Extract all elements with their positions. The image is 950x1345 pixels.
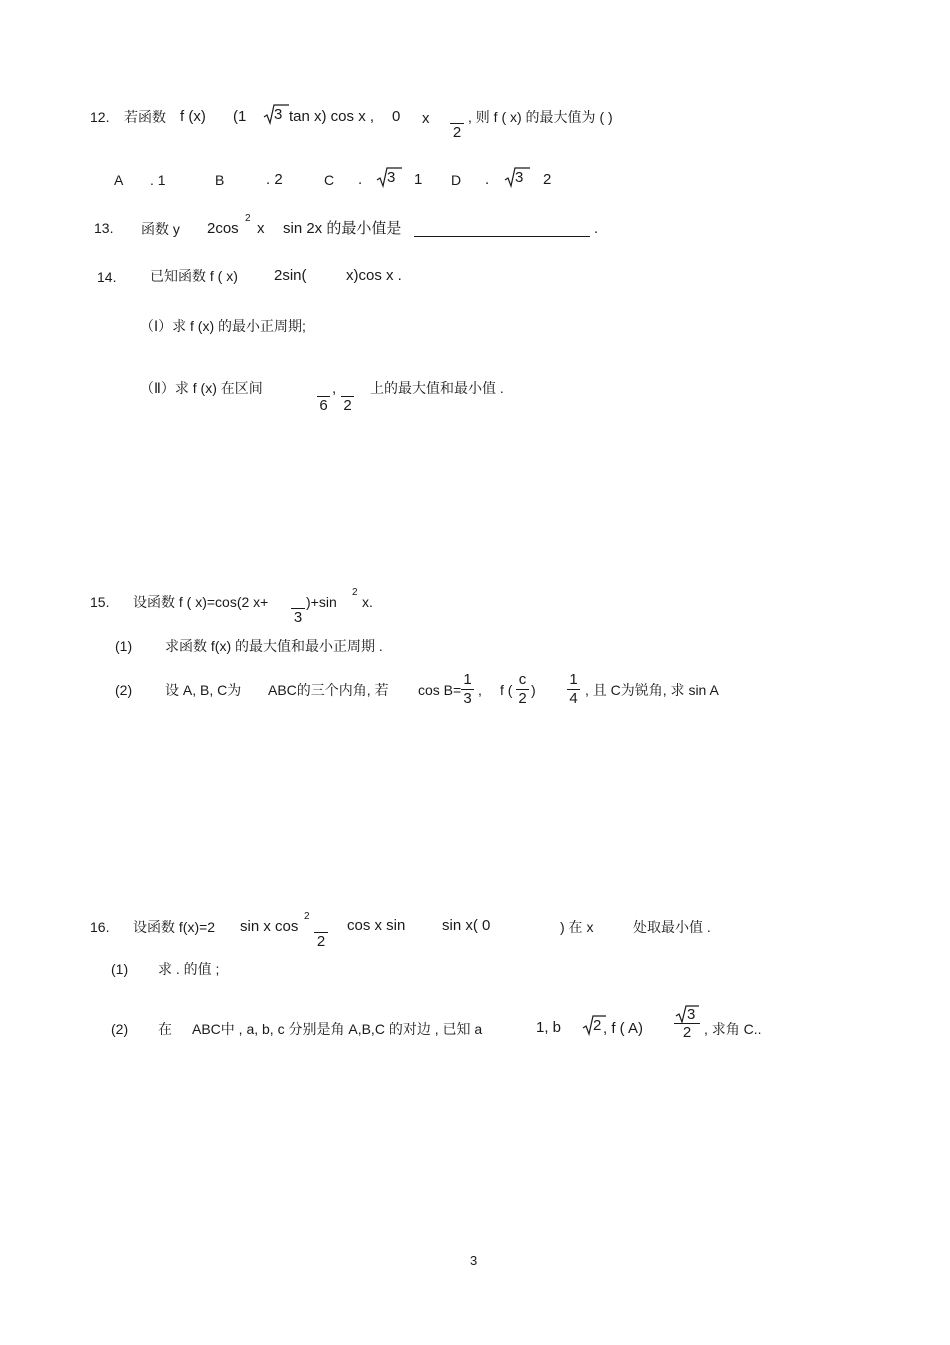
q16-part1-number: (1) (111, 961, 129, 977)
q16-text-b: sin x cos (240, 918, 299, 935)
q12-option-d-radicand: 3 (515, 169, 524, 186)
q15-fraction-1 (461, 671, 474, 708)
q15-part2-tail: , 且 C为锐角, 求 sin A (585, 682, 719, 698)
page-number: 3 (470, 1253, 478, 1268)
q13-text-a: 函数 y (141, 221, 180, 237)
q16-text-f: 处取最小值 . (633, 919, 711, 935)
q12-stem-text: 若函数 (124, 109, 166, 125)
q15-fraction-2 (516, 671, 529, 708)
frac-numerator: 1 (463, 671, 472, 688)
q12-option-d-dot: . (485, 171, 490, 188)
q16-number: 16. (90, 919, 110, 935)
q13-superscript: 2 (245, 213, 251, 224)
q16-part2-text-b: ABC中 , a, b, c 分别是角 A,B,C 的对边 , 已知 a (192, 1021, 483, 1037)
q12-option-a-label: A (114, 172, 124, 188)
q14-text-a: 已知函数 f ( x) (150, 268, 238, 284)
q15-superscript: 2 (352, 587, 358, 598)
q16-part2-number: (2) (111, 1021, 129, 1037)
q15-part2-text-a: 设 A, B, C为 (165, 682, 242, 698)
frac-denominator: 4 (569, 690, 578, 707)
q14-number: 14. (97, 269, 117, 285)
q16-superscript: 2 (304, 911, 310, 922)
frac-numerator (674, 1005, 700, 1023)
frac-denominator: 6 (319, 397, 328, 414)
q16-part2-text-d: , f ( A) (603, 1020, 644, 1037)
q16-sqrt-radicand: 2 (593, 1017, 602, 1034)
q16-text-c: cos x sin (347, 917, 406, 934)
q16-part1-text: 求 . 的值 ; (158, 961, 220, 977)
q14-fraction-1 (317, 378, 330, 415)
q12-paren: (1 (233, 108, 247, 125)
q12-option-c-radicand: 3 (387, 169, 396, 186)
q15-text-a: 设函数 f ( x)=cos(2 x+ (133, 594, 269, 610)
q12-option-c-label: C (324, 172, 335, 188)
q12-number: 12. (90, 109, 110, 125)
q16-fraction-radicand: 3 (687, 1006, 696, 1023)
q15-text-c: x. (362, 594, 373, 610)
q13-answer-blank[interactable] (414, 236, 590, 237)
frac-numerator (341, 378, 354, 396)
q12-option-c-tail: 1 (414, 171, 423, 188)
frac-denominator: 2 (518, 690, 527, 707)
q12-tail: , 则 f ( x) 的最大值为 ( ) (468, 109, 613, 125)
q15-text-b: )+sin (306, 594, 337, 610)
q13-x: x (257, 220, 265, 237)
q16-part2-tail: , 求角 C.. (704, 1021, 762, 1037)
q12-sqrt-radicand: 3 (274, 106, 283, 123)
q12-option-c-dot: . (358, 171, 363, 188)
q14-fraction-2 (341, 378, 354, 415)
frac-numerator: 1 (569, 671, 578, 688)
frac-numerator: c (518, 671, 527, 688)
frac-numerator (317, 378, 330, 396)
frac-numerator (314, 914, 328, 932)
frac-numerator (291, 590, 305, 608)
frac-numerator (450, 105, 464, 123)
q15-part2-comma: , (478, 682, 482, 698)
q15-fraction (291, 590, 305, 627)
q16-text-d: sin x( 0 (442, 917, 491, 934)
frac-denominator: 2 (452, 124, 462, 141)
q12-option-d-sqrt (504, 167, 528, 189)
q12-option-d-label: D (451, 172, 462, 188)
frac-denominator: 2 (682, 1024, 692, 1041)
q16-text-e: ) 在 x (560, 919, 594, 935)
q12-tan-cos: tan x) cos x , (289, 108, 375, 125)
q15-part2-cos: cos B= (418, 682, 462, 698)
q13-end: . (594, 220, 599, 237)
q16-fraction (674, 1005, 700, 1042)
q16-fraction (314, 914, 328, 951)
frac-denominator: 2 (343, 397, 352, 414)
q12-sqrt (263, 104, 287, 126)
q12-option-b-label: B (215, 172, 225, 188)
q12-fx: f (x) (180, 108, 206, 125)
q13-cos: 2cos (207, 220, 239, 237)
q14-comma: , (332, 380, 337, 397)
q13-number: 13. (94, 220, 114, 236)
frac-denominator: 3 (293, 609, 303, 626)
q12-option-a-value: . 1 (150, 172, 166, 188)
q14-part2-tail: 上的最大值和最小值 . (370, 380, 504, 396)
q15-part2-text-b: ABC的三个内角, 若 (268, 682, 389, 698)
q16-text-a: 设函数 f(x)=2 (133, 919, 216, 935)
q16-part2-text-a: 在 (158, 1021, 172, 1037)
q14-part1: （Ⅰ）求 f (x) 的最小正周期; (140, 318, 306, 334)
frac-denominator: 3 (463, 690, 472, 707)
q12-fraction (450, 105, 464, 142)
q16-part2-text-c: 1, b (536, 1019, 562, 1036)
q12-zero: 0 (392, 108, 401, 125)
q12-option-b-value: . 2 (266, 171, 283, 188)
q12-option-d-tail: 2 (543, 171, 552, 188)
q12-option-c-sqrt (376, 167, 400, 189)
q15-part2-close: ) (531, 682, 536, 698)
q15-part2-number: (2) (115, 682, 133, 698)
q15-fraction-3 (567, 671, 580, 708)
q15-number: 15. (90, 594, 110, 610)
q14-text-b: 2sin( (274, 267, 307, 284)
q12-x: x (422, 110, 430, 127)
q15-part1-number: (1) (115, 638, 133, 654)
q14-part2: （Ⅱ）求 f (x) 在区间 (140, 380, 263, 396)
q16-sqrt (582, 1015, 604, 1037)
frac-denominator: 2 (316, 933, 326, 950)
q15-part1-text: 求函数 f(x) 的最大值和最小正周期 . (165, 638, 383, 654)
q14-text-c: x)cos x . (346, 267, 402, 284)
q13-text-c: sin 2x 的最小值是 (283, 220, 402, 237)
q15-part2-f: f ( (500, 682, 513, 698)
